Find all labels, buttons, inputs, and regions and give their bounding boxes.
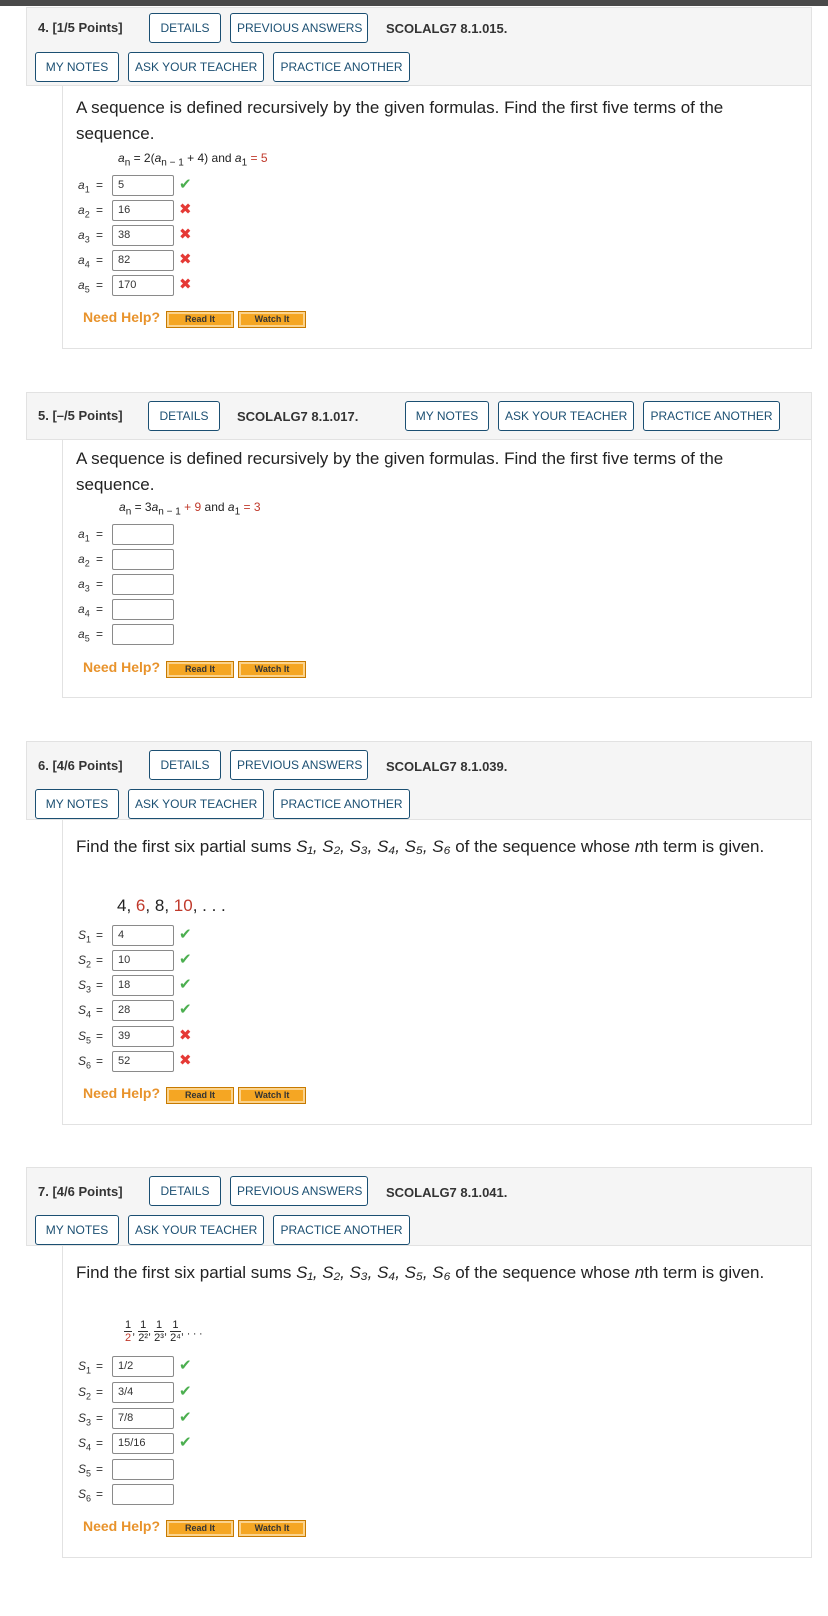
checkmark-icon: ✔ bbox=[179, 176, 192, 193]
question-reference: SCOLALG7 8.1.041. bbox=[386, 1185, 508, 1200]
details-button[interactable]: DETAILS bbox=[149, 750, 221, 780]
answer-input[interactable]: 18 bbox=[112, 975, 174, 996]
need-help-label: Need Help? bbox=[83, 1085, 161, 1101]
checkmark-icon: ✔ bbox=[179, 1357, 192, 1374]
answer-input[interactable]: 10 bbox=[112, 950, 174, 971]
ask-teacher-button[interactable]: ASK YOUR TEACHER bbox=[498, 401, 634, 431]
ask-teacher-button[interactable]: ASK YOUR TEACHER bbox=[128, 52, 264, 82]
question-number: 6. bbox=[38, 758, 49, 773]
practice-another-button[interactable]: PRACTICE ANOTHER bbox=[643, 401, 780, 431]
fraction: $\frac{1}{\text{2⁴}}$ bbox=[170, 1319, 181, 1344]
ask-teacher-button[interactable]: ASK YOUR TEACHER bbox=[128, 789, 264, 819]
answer-input[interactable] bbox=[112, 599, 174, 620]
details-button[interactable]: DETAILS bbox=[149, 13, 221, 43]
cross-icon: ✖ bbox=[179, 251, 192, 268]
answer-input[interactable]: 15/16 bbox=[112, 1433, 174, 1454]
my-notes-button[interactable]: MY NOTES bbox=[405, 401, 489, 431]
ask-teacher-button[interactable]: ASK YOUR TEACHER bbox=[128, 1215, 264, 1245]
question-points bbox=[38, 1184, 123, 1199]
checkmark-icon: ✔ bbox=[179, 976, 192, 993]
details-button[interactable]: DETAILS bbox=[149, 1176, 221, 1206]
read-it-button[interactable]: Read It bbox=[166, 1087, 234, 1104]
read-it-button[interactable]: Read It bbox=[166, 661, 234, 678]
answer-input[interactable]: 7/8 bbox=[112, 1408, 174, 1429]
question-reference: SCOLALG7 8.1.017. bbox=[237, 409, 359, 424]
fraction: $\frac{1}{2}$ bbox=[125, 1319, 132, 1344]
previous-answers-button[interactable]: PREVIOUS ANSWERS bbox=[230, 1176, 368, 1206]
previous-answers-button[interactable]: PREVIOUS ANSWERS bbox=[230, 13, 368, 43]
answer-input[interactable]: 52 bbox=[112, 1051, 174, 1072]
watch-it-button[interactable]: Watch It bbox=[238, 311, 306, 328]
read-it-button[interactable]: Read It bbox=[166, 1520, 234, 1537]
question-prompt: Find the first six partial sums S₁, S₂, S₃, S₄, S₅, S₆ of the sequence whose nth term is given. bbox=[76, 837, 765, 856]
read-it-button[interactable]: Read It bbox=[166, 311, 234, 328]
watch-it-button[interactable]: Watch It bbox=[238, 1520, 306, 1537]
cross-icon: ✖ bbox=[179, 226, 192, 243]
question-prompt: Find the first six partial sums S₁, S₂, S₃, S₄, S₅, S₆ of the sequence whose nth term is given. bbox=[76, 1263, 765, 1282]
recursive-formula: $a_n = 3a_{n - 1} + 9$ and $a_1 = 3$ bbox=[119, 500, 261, 518]
answer-input[interactable]: 3/4 bbox=[112, 1382, 174, 1403]
answer-input[interactable]: 4 bbox=[112, 925, 174, 946]
question-number: 5. bbox=[38, 408, 49, 423]
given-sequence: $\frac{1}{2}$ , $\frac{1}{\text{2²}}$ , $\frac{1}{\text{2³}}$ , $\frac{1}{\text{2⁴}}$ , . . . bbox=[125, 1319, 203, 1344]
watch-it-button[interactable]: Watch It bbox=[238, 661, 306, 678]
answer-input[interactable] bbox=[112, 1459, 174, 1480]
my-notes-button[interactable]: MY NOTES bbox=[35, 1215, 119, 1245]
points-label: [4/6 Points] bbox=[52, 758, 123, 773]
checkmark-icon: ✔ bbox=[179, 1409, 192, 1426]
question-prompt: A sequence is defined recursively by the given formulas. Find the first five terms of the sequence. bbox=[76, 98, 724, 143]
answer-input[interactable]: 1/2 bbox=[112, 1356, 174, 1377]
checkmark-icon: ✔ bbox=[179, 1434, 192, 1451]
checkmark-icon: ✔ bbox=[179, 1383, 192, 1400]
checkmark-icon: ✔ bbox=[179, 951, 192, 968]
practice-another-button[interactable]: PRACTICE ANOTHER bbox=[273, 1215, 410, 1245]
points-label: [4/6 Points] bbox=[52, 1184, 123, 1199]
question-points bbox=[38, 408, 123, 423]
previous-answers-button[interactable]: PREVIOUS ANSWERS bbox=[230, 750, 368, 780]
practice-another-button[interactable]: PRACTICE ANOTHER bbox=[273, 52, 410, 82]
points-label: [1/5 Points] bbox=[52, 20, 123, 35]
my-notes-button[interactable]: MY NOTES bbox=[35, 789, 119, 819]
fraction: $\frac{1}{\text{2³}}$ bbox=[154, 1319, 164, 1344]
answer-input[interactable]: 82 bbox=[112, 250, 174, 271]
answer-input[interactable] bbox=[112, 574, 174, 595]
question-reference: SCOLALG7 8.1.039. bbox=[386, 759, 508, 774]
cross-icon: ✖ bbox=[179, 201, 192, 218]
cross-icon: ✖ bbox=[179, 1052, 192, 1069]
my-notes-button[interactable]: MY NOTES bbox=[35, 52, 119, 82]
question-body bbox=[62, 1246, 812, 1558]
cross-icon: ✖ bbox=[179, 276, 192, 293]
answer-input[interactable] bbox=[112, 524, 174, 545]
question-points bbox=[38, 20, 123, 35]
answer-input[interactable] bbox=[112, 1484, 174, 1505]
recursive-formula: $a_n = 2(a_{n - 1} + 4)$ and $a_1 = 5$ bbox=[118, 151, 268, 169]
question-body bbox=[62, 820, 812, 1125]
need-help-label: Need Help? bbox=[83, 659, 161, 675]
top-bar bbox=[0, 0, 828, 6]
answer-input[interactable]: 16 bbox=[112, 200, 174, 221]
question-reference: SCOLALG7 8.1.015. bbox=[386, 21, 508, 36]
checkmark-icon: ✔ bbox=[179, 1001, 192, 1018]
watch-it-button[interactable]: Watch It bbox=[238, 1087, 306, 1104]
practice-another-button[interactable]: PRACTICE ANOTHER bbox=[273, 789, 410, 819]
details-button[interactable]: DETAILS bbox=[148, 401, 220, 431]
answer-input[interactable]: 28 bbox=[112, 1000, 174, 1021]
answer-input[interactable]: 5 bbox=[112, 175, 174, 196]
checkmark-icon: ✔ bbox=[179, 926, 192, 943]
answer-input[interactable] bbox=[112, 624, 174, 645]
question-points bbox=[38, 758, 123, 773]
answer-input[interactable]: 39 bbox=[112, 1026, 174, 1047]
need-help-label: Need Help? bbox=[83, 309, 161, 325]
answer-input[interactable] bbox=[112, 549, 174, 570]
question-number: 4. bbox=[38, 20, 49, 35]
question-prompt: A sequence is defined recursively by the given formulas. Find the first five terms of the sequence. bbox=[76, 449, 724, 494]
points-label: [–/5 Points] bbox=[52, 408, 123, 423]
given-sequence: 4, 6, 8, 10, . . . bbox=[117, 896, 226, 915]
answer-input[interactable]: 170 bbox=[112, 275, 174, 296]
answer-input[interactable]: 38 bbox=[112, 225, 174, 246]
need-help-label: Need Help? bbox=[83, 1518, 161, 1534]
question-number: 7. bbox=[38, 1184, 49, 1199]
cross-icon: ✖ bbox=[179, 1027, 192, 1044]
fraction: $\frac{1}{\text{2²}}$ bbox=[138, 1319, 149, 1344]
